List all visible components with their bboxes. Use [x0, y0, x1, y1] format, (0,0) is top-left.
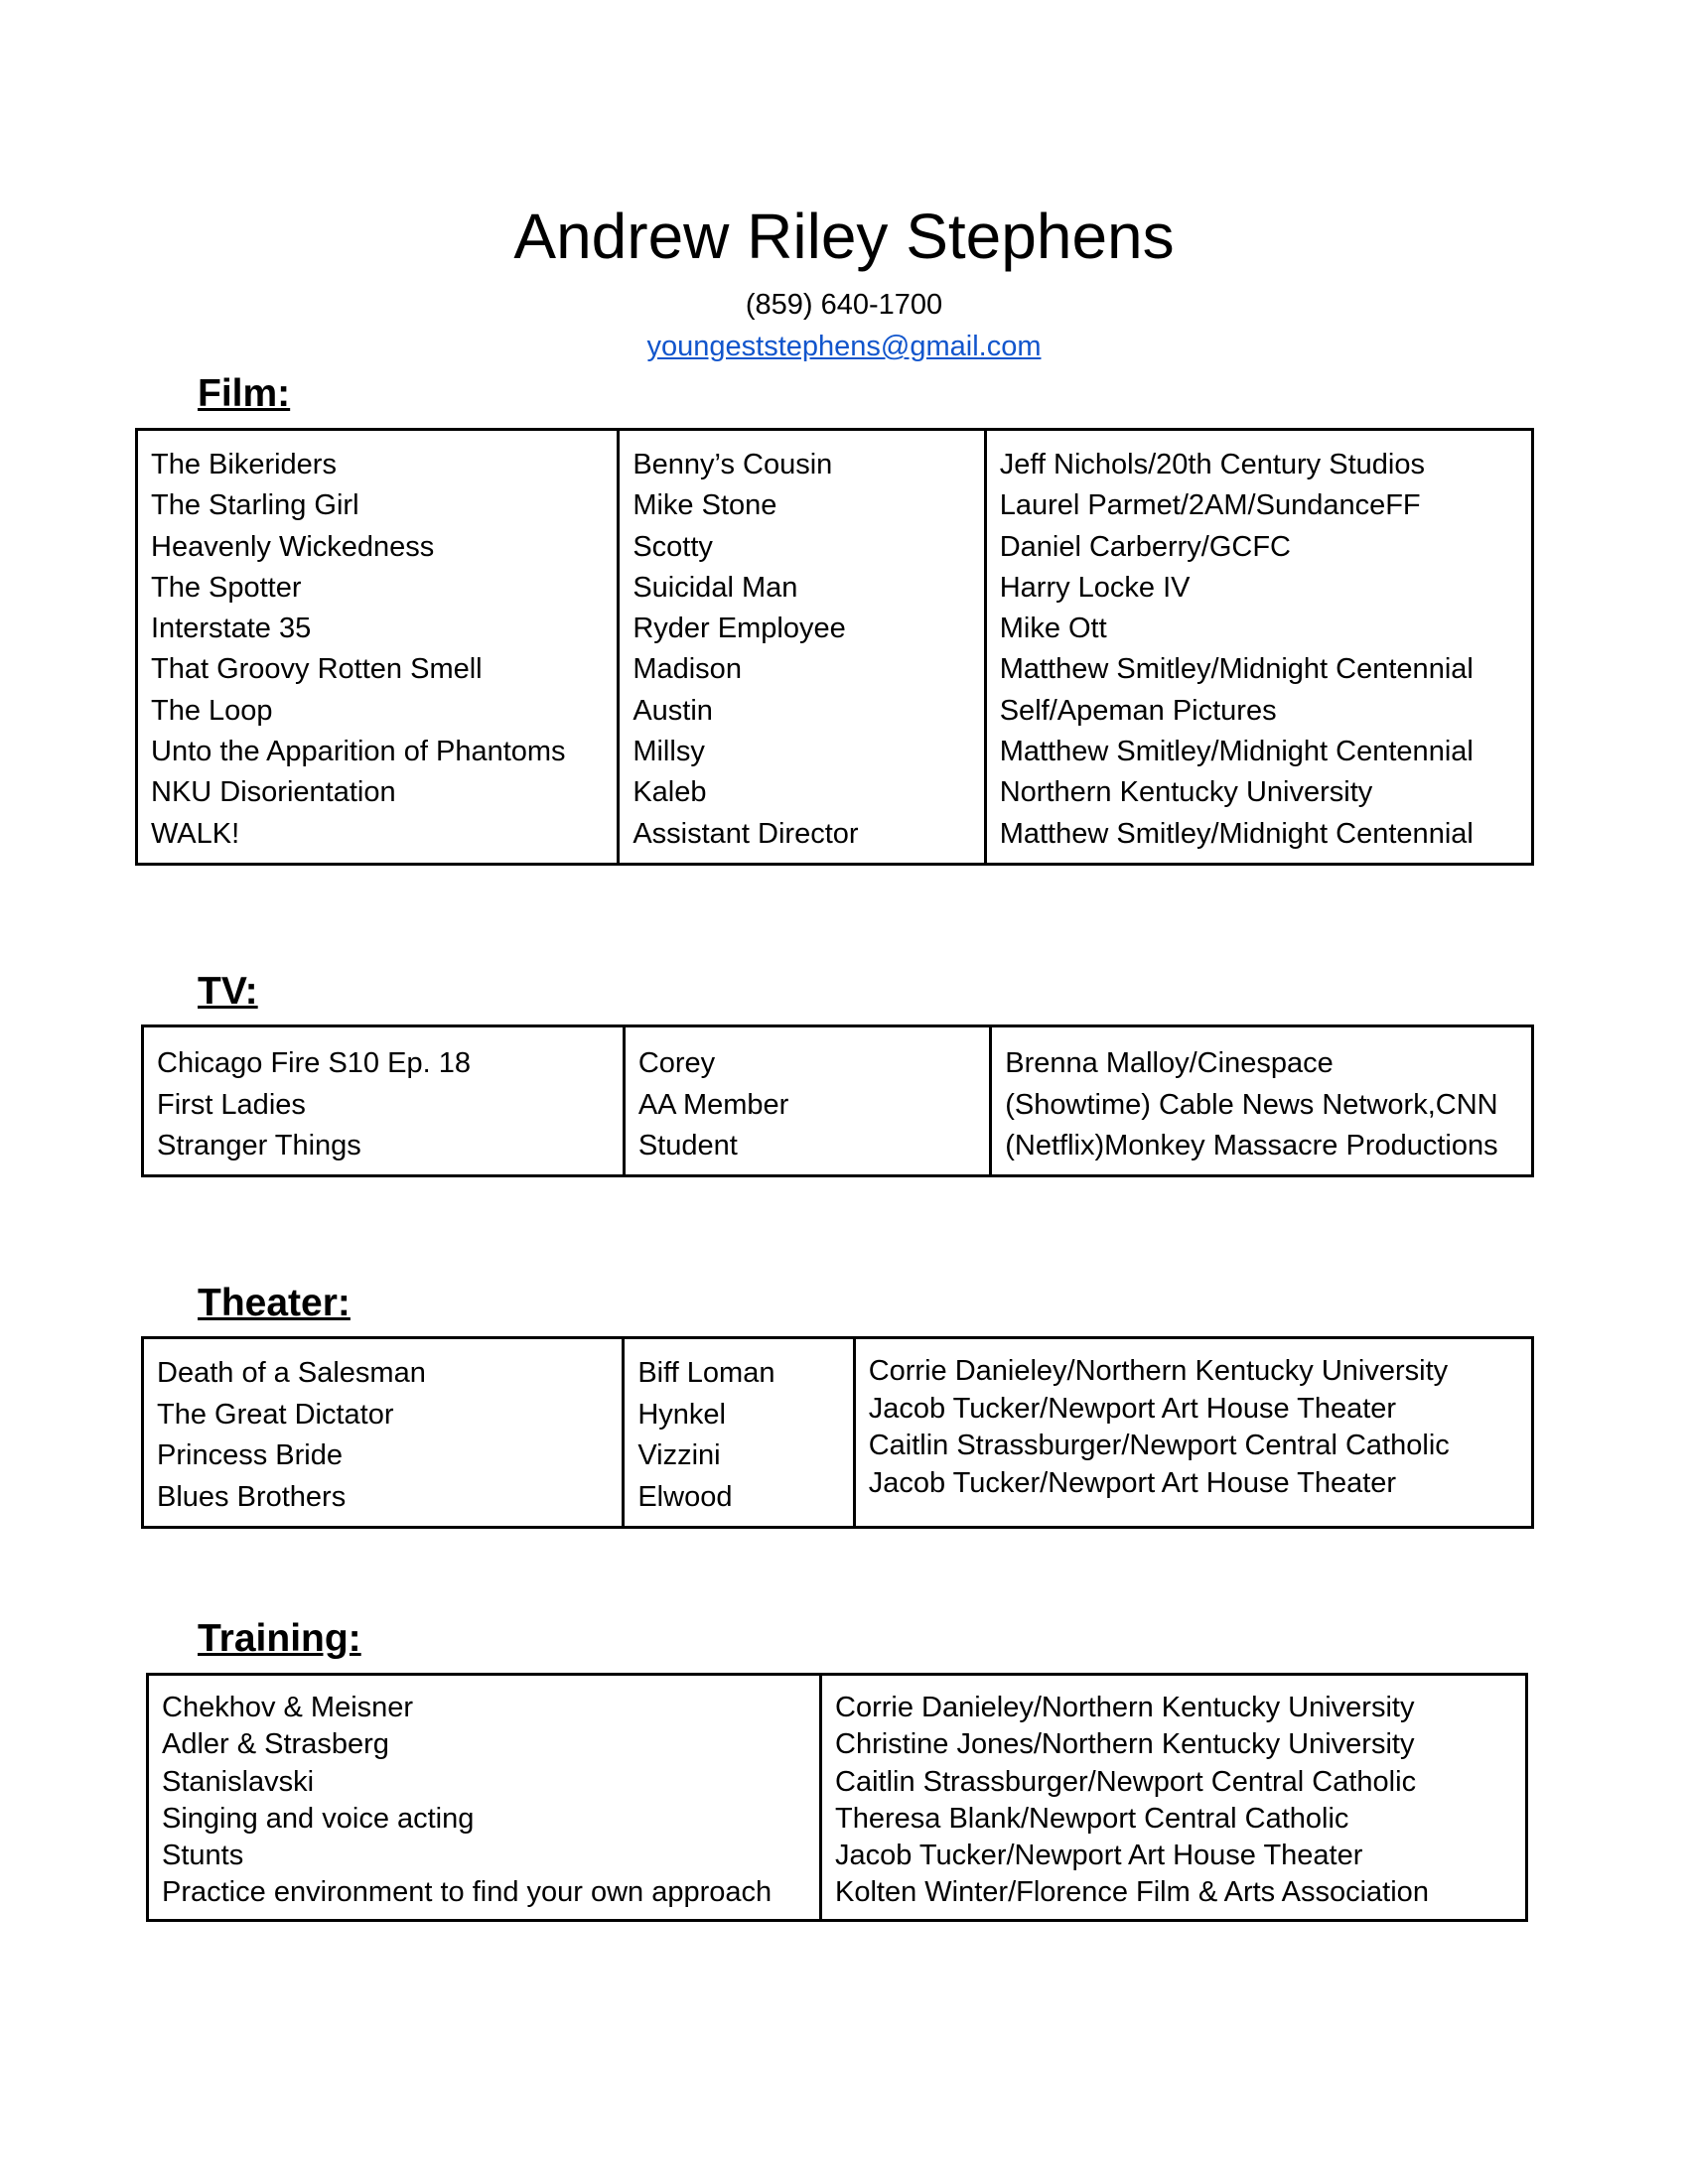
list-item: Daniel Carberry/GCFC: [999, 530, 1292, 563]
resume-name: Andrew Riley Stephens: [513, 201, 1175, 272]
list-item: Jacob Tucker/Newport Art House Theater: [835, 1840, 1363, 1872]
list-item: Blues Brothers: [157, 1480, 347, 1513]
training-column-2: [821, 1675, 1527, 1921]
list-item: (Showtime) Cable News Network,CNN: [1005, 1088, 1498, 1121]
list-item: Hynkel: [637, 1398, 726, 1431]
list-item: First Ladies: [157, 1088, 306, 1121]
list-item: Ryder Employee: [633, 613, 846, 645]
list-item: Scotty: [633, 530, 713, 563]
list-item: Jacob Tucker/Newport Art House Theater: [868, 1466, 1397, 1499]
list-item: Caitlin Strassburger/Newport Central Catholic: [868, 1430, 1450, 1461]
list-item: Interstate 35: [151, 613, 312, 645]
list-item: The Loop: [151, 694, 273, 727]
list-item: Student: [637, 1130, 738, 1162]
list-item: Corrie Danieley/Northern Kentucky University: [868, 1355, 1449, 1387]
list-item: Elwood: [637, 1480, 733, 1513]
list-item: NKU Disorientation: [151, 776, 396, 809]
theater-column-2: [624, 1338, 854, 1528]
phone-number: (859) 640-1700: [745, 289, 943, 321]
film-heading: Film:: [198, 372, 291, 415]
tv-column-3: [991, 1026, 1533, 1176]
list-item: Stunts: [162, 1840, 244, 1872]
theater-row: [143, 1338, 1533, 1528]
list-item: Christine Jones/Northern Kentucky University: [835, 1728, 1415, 1761]
list-item: Jacob Tucker/Newport Art House Theater: [868, 1392, 1397, 1425]
list-item: Millsy: [633, 736, 705, 768]
list-item: The Starling Girl: [151, 489, 359, 522]
list-item: Kolten Winter/Florence Film & Arts Association: [835, 1876, 1429, 1909]
training-table: [146, 1673, 1528, 1922]
theater-column-3: [854, 1338, 1532, 1528]
theater-heading: Theater:: [198, 1282, 351, 1324]
list-item: Kaleb: [633, 776, 707, 809]
tv-column-2: [624, 1026, 990, 1176]
list-item: Matthew Smitley/Midnight Centennial: [999, 653, 1474, 686]
list-item: Suicidal Man: [633, 571, 798, 604]
email-link[interactable]: youngeststephens@gmail.com: [646, 331, 1042, 362]
film-column-3: [985, 430, 1532, 865]
list-item: Biff Loman: [637, 1357, 775, 1389]
list-item: Laurel Parmet/2AM/SundanceFF: [999, 489, 1421, 522]
list-item: Unto the Apparition of Phantoms: [151, 736, 566, 768]
list-item: Heavenly Wickedness: [151, 530, 435, 563]
theater-column-1: [143, 1338, 624, 1528]
list-item: Corey: [637, 1047, 716, 1079]
list-item: Matthew Smitley/Midnight Centennial: [999, 817, 1474, 850]
tv-column-1: [143, 1026, 625, 1176]
list-item: The Bikeriders: [151, 449, 337, 480]
list-item: Singing and voice acting: [162, 1802, 475, 1835]
list-item: Stranger Things: [157, 1130, 361, 1162]
list-item: Benny’s Cousin: [633, 449, 833, 480]
list-item: Vizzini: [637, 1439, 721, 1472]
list-item: WALK!: [151, 817, 240, 850]
list-item: Chekhov & Meisner: [162, 1692, 414, 1723]
list-item: Princess Bride: [157, 1439, 343, 1472]
list-item: Jeff Nichols/20th Century Studios: [999, 449, 1425, 480]
film-column-1: [137, 430, 619, 865]
email-line: [0, 329, 1688, 364]
training-column-1: [148, 1675, 821, 1921]
training-row: [148, 1675, 1527, 1921]
list-item: Harry Locke IV: [999, 571, 1191, 604]
film-column-2: [619, 430, 985, 865]
list-item: Practice environment to find your own approach: [162, 1876, 773, 1909]
film-row: [137, 430, 1533, 865]
list-item: Mike Stone: [633, 489, 777, 522]
list-item: Matthew Smitley/Midnight Centennial: [999, 736, 1474, 768]
tv-heading: TV:: [198, 970, 258, 1013]
list-item: Assistant Director: [633, 817, 859, 850]
list-item: The Great Dictator: [157, 1398, 394, 1431]
list-item: Caitlin Strassburger/Newport Central Catholic: [835, 1765, 1417, 1798]
list-item: Death of a Salesman: [157, 1357, 426, 1389]
list-item: Northern Kentucky University: [999, 776, 1373, 809]
list-item: Mike Ott: [999, 613, 1107, 645]
list-item: Austin: [633, 694, 713, 727]
tv-table: [141, 1024, 1534, 1177]
list-item: That Groovy Rotten Smell: [151, 653, 483, 686]
list-item: Adler & Strasberg: [162, 1728, 389, 1761]
list-item: Self/Apeman Pictures: [999, 694, 1277, 727]
training-heading: Training:: [198, 1617, 361, 1660]
list-item: Chicago Fire S10 Ep. 18: [157, 1047, 471, 1079]
list-item: Corrie Danieley/Northern Kentucky University: [835, 1692, 1415, 1723]
list-item: Stanislavski: [162, 1765, 315, 1798]
list-item: AA Member: [637, 1088, 789, 1121]
list-item: The Spotter: [151, 571, 302, 604]
tv-row: [143, 1026, 1533, 1176]
list-item: Madison: [633, 653, 742, 686]
film-table: [135, 428, 1534, 866]
list-item: Brenna Malloy/Cinespace: [1005, 1047, 1334, 1079]
list-item: Theresa Blank/Newport Central Catholic: [835, 1802, 1349, 1835]
theater-table: [141, 1336, 1534, 1529]
list-item: (Netflix)Monkey Massacre Productions: [1005, 1130, 1498, 1162]
